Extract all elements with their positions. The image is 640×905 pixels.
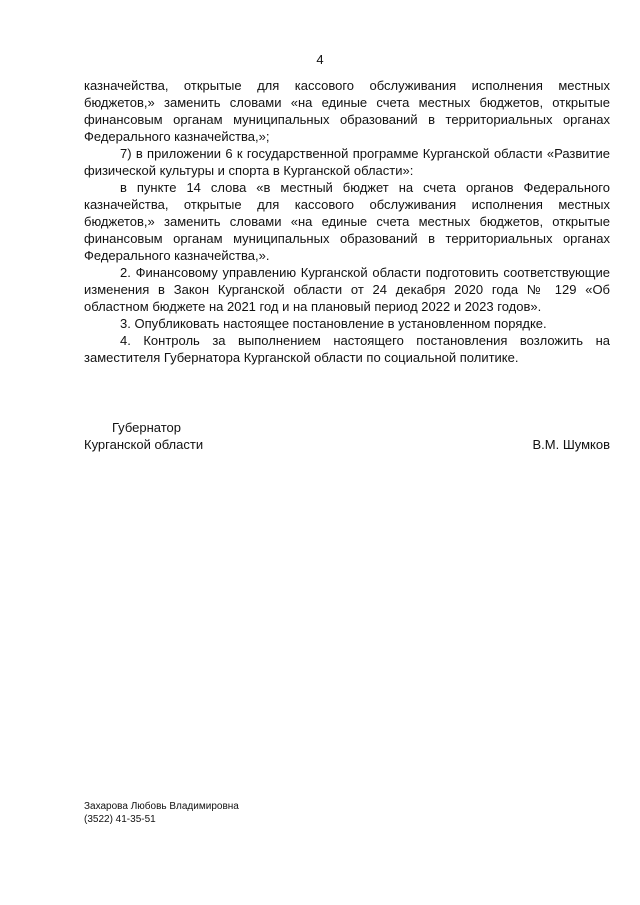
paragraph-continuation: казначейства, открытые для кассового обслуживания исполнения местных бюджетов,» заменить словами «на единые счета местных бюджетов, открытые финансовым органам муниципальных образований в территориальных органах Федерального казначейства,»;	[84, 78, 610, 144]
signature-title	[84, 419, 203, 453]
document-body	[84, 77, 610, 366]
signature-title-line2: Курганской области	[84, 437, 204, 452]
signature-name: В.М. Шумков	[532, 437, 610, 452]
executor-info	[84, 800, 239, 826]
executor-name: Захарова Любовь Владимировна	[84, 801, 239, 812]
signature-title-line1: Губернатор	[112, 420, 181, 435]
paragraph-clause-4: 4. Контроль за выполнением настоящего постановления возложить на заместителя Губернатора Курганской области по социальной политике.	[84, 333, 610, 365]
paragraph-item-7-subpoint: в пункте 14 слова «в местный бюджет на счета органов Федерального казначейства, открытые для кассового обслуживания исполнения местных бюджетов,» заменить словами «на единые счета местных бюджетов, открытые финансовым органам муниципальных образований в территориальных органах Федерального казначейства,».	[84, 180, 610, 263]
executor-phone: (3522) 41-35-51	[84, 814, 156, 825]
page-number: 4	[316, 52, 324, 67]
paragraph-clause-3: 3. Опубликовать настоящее постановление в установленном порядке.	[120, 316, 547, 331]
paragraph-item-7: 7) в приложении 6 к государственной программе Курганской области «Развитие физической культуры и спорта в Курганской области»:	[84, 146, 610, 178]
paragraph-clause-2: 2. Финансовому управлению Курганской области подготовить соответствующие изменения в Закон Курганской области от 24 декабря 2020 года № 129 «Об областном бюджете на 2021 год и на плановый период 2022 и 2023 годов».	[84, 265, 610, 314]
